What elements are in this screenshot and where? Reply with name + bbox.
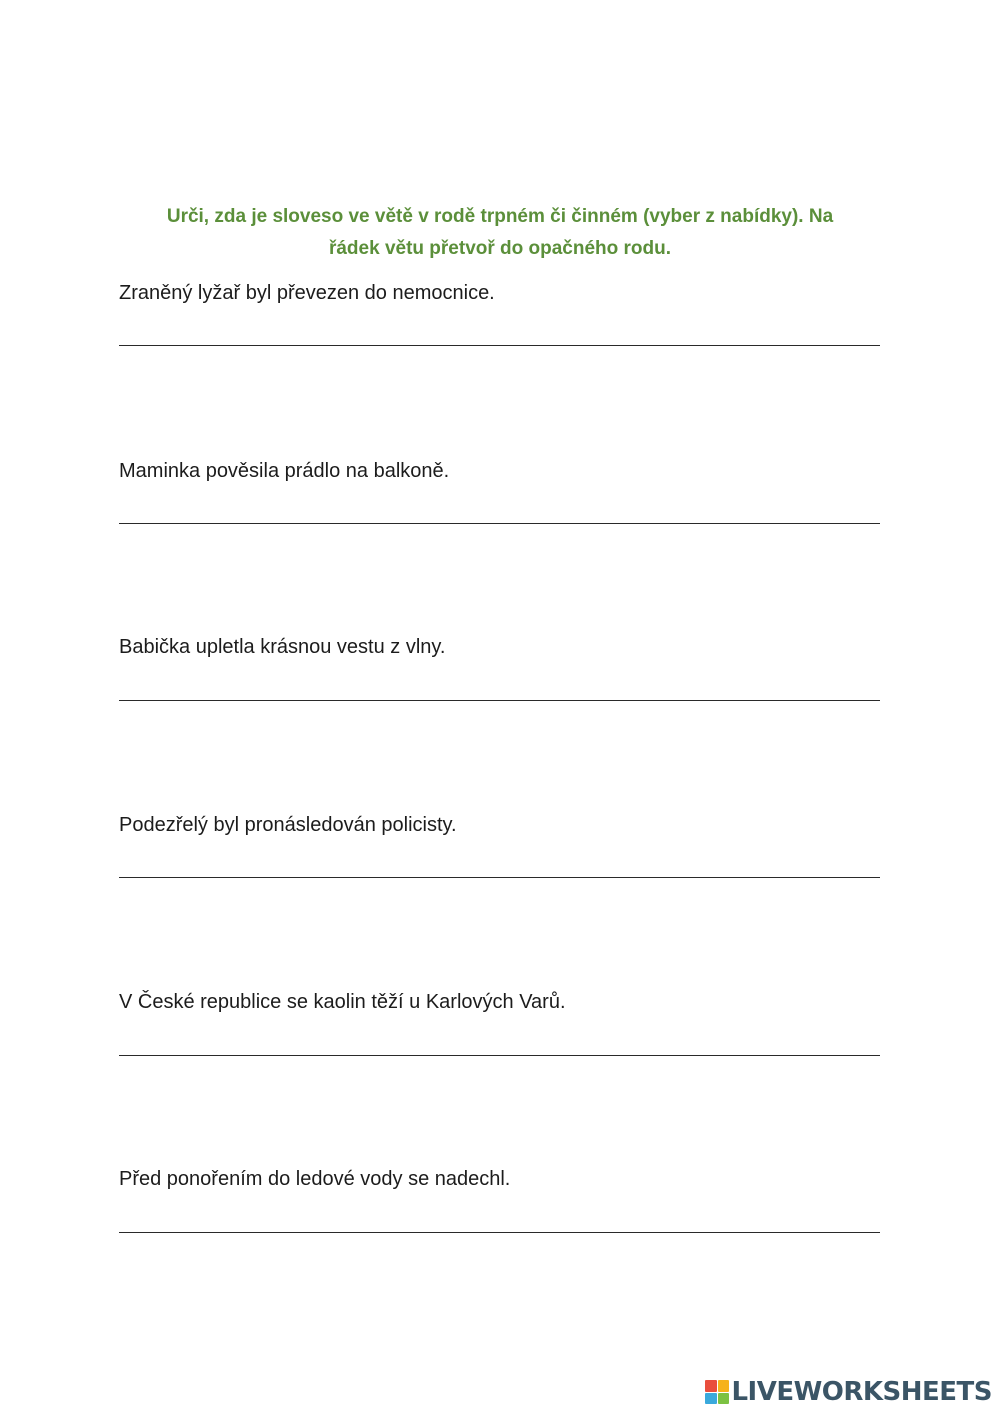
logo-text: LIVEWORKSHEETS — [731, 1377, 992, 1407]
answer-line-5[interactable] — [119, 1055, 880, 1056]
liveworksheets-logo — [705, 1377, 992, 1407]
exercise-sentence-5: V České republice se kaolin těží u Karlových Varů. — [119, 991, 566, 1013]
logo-square-blue — [705, 1393, 717, 1405]
answer-line-2[interactable] — [119, 523, 880, 524]
exercise-sentence-2: Maminka pověsila prádlo na balkoně. — [119, 460, 450, 482]
logo-square-yellow — [718, 1380, 730, 1392]
instruction-line-2: řádek větu přetvoř do opačného rodu. — [328, 238, 672, 259]
exercise-sentence-3: Babička upletla krásnou vestu z vlny. — [119, 636, 446, 658]
exercise-sentence-6: Před ponořením do ledové vody se nadechl. — [119, 1168, 511, 1190]
exercise-sentence-4: Podezřelý byl pronásledován policisty. — [119, 814, 457, 836]
answer-line-3[interactable] — [119, 700, 880, 701]
answer-line-4[interactable] — [119, 877, 880, 878]
liveworksheets-logo-icon — [705, 1380, 729, 1404]
logo-square-red — [705, 1380, 717, 1392]
answer-line-1[interactable] — [119, 345, 880, 346]
logo-square-green — [718, 1393, 730, 1405]
instruction-heading — [120, 201, 880, 265]
answer-line-6[interactable] — [119, 1232, 880, 1233]
instruction-line-1: Urči, zda je sloveso ve větě v rodě trpném či činném (vyber z nabídky). Na — [166, 206, 834, 227]
exercise-sentence-1: Zraněný lyžař byl převezen do nemocnice. — [119, 282, 495, 304]
